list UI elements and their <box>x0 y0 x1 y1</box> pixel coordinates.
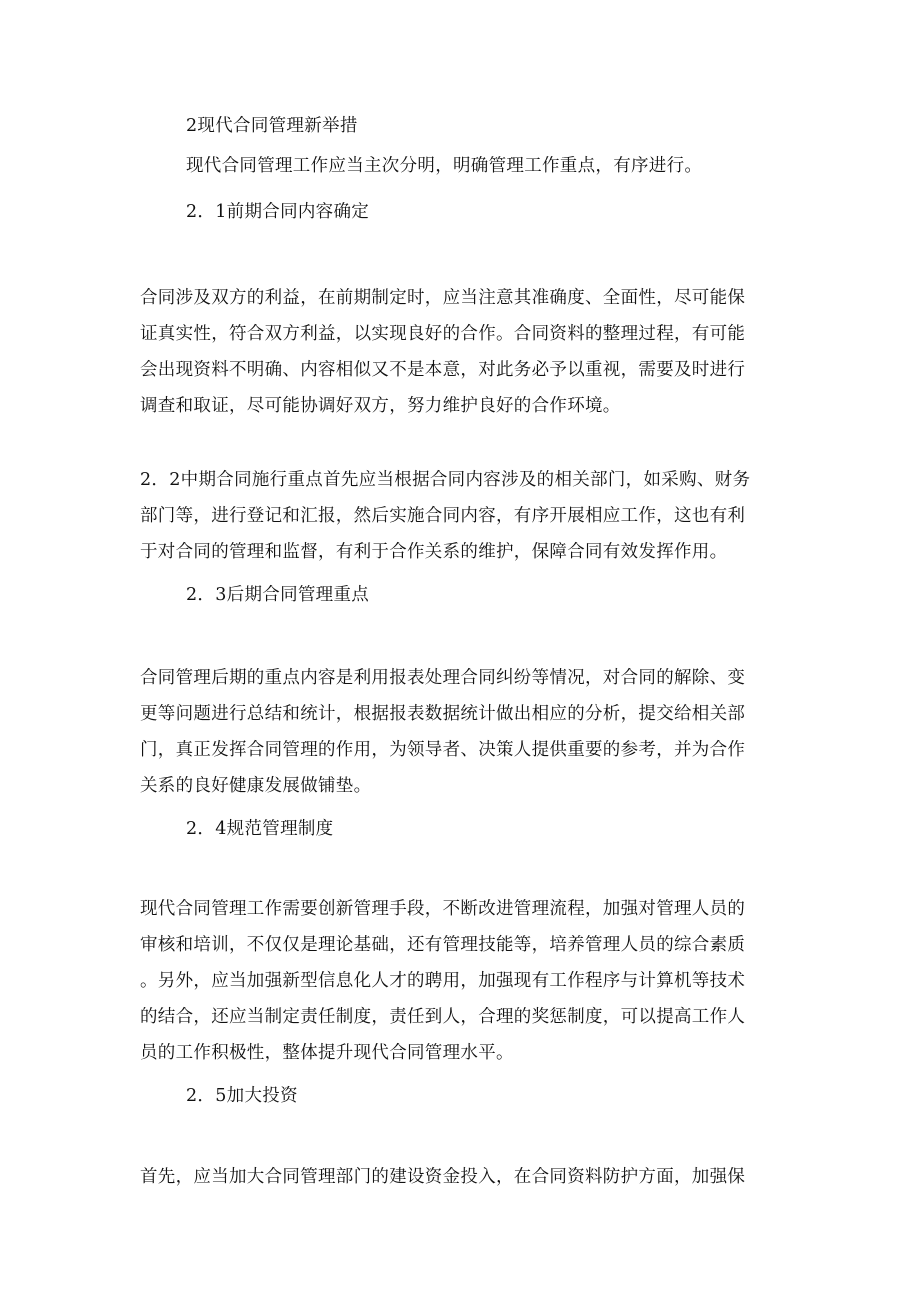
paragraph-line: 调查和取证，尽可能协调好双方，努力维护良好的合作环境。 <box>140 396 621 416</box>
heading-2-5: 2．5加大投资 <box>186 1086 298 1106</box>
paragraph-line: 员的工作积极性，整体提升现代合同管理水平。 <box>140 1043 514 1063</box>
paragraph-line: 部门等，进行登记和汇报，然后实施合同内容，有序开展相应工作，这也有利 <box>140 506 746 526</box>
paragraph-line: 。另外，应当加强新型信息化人才的聘用，加强现有工作程序与计算机等技术 <box>140 971 746 991</box>
paragraph-line: 合同涉及双方的利益，在前期制定时，应当注意其准确度、全面性，尽可能保 <box>140 288 746 308</box>
paragraph-line: 更等问题进行总结和统计，根据报表数据统计做出相应的分析，提交给相关部 <box>140 704 746 724</box>
paragraph-line: 审核和培训，不仅仅是理论基础，还有管理技能等，培养管理人员的综合素质 <box>140 935 746 955</box>
heading-2-1: 2．1前期合同内容确定 <box>186 202 370 222</box>
paragraph-line: 关系的良好健康发展做铺垫。 <box>140 776 372 796</box>
heading-2-3: 2．3后期合同管理重点 <box>186 585 370 605</box>
intro-paragraph: 现代合同管理工作应当主次分明，明确管理工作重点，有序进行。 <box>186 156 703 176</box>
paragraph-line: 2．2中期合同施行重点首先应当根据合同内容涉及的相关部门，如采购、财务 <box>140 470 751 490</box>
paragraph-line: 现代合同管理工作需要创新管理手段，不断改进管理流程，加强对管理人员的 <box>140 899 746 919</box>
paragraph-line: 合同管理后期的重点内容是利用报表处理合同纠纷等情况，对合同的解除、变 <box>140 668 746 688</box>
paragraph-line: 于对合同的管理和监督，有利于合作关系的维护，保障合同有效发挥作用。 <box>140 542 728 562</box>
paragraph-line: 首先，应当加大合同管理部门的建设资金投入，在合同资料防护方面，加强保 <box>140 1167 746 1187</box>
paragraph-line: 证真实性，符合双方利益，以实现良好的合作。合同资料的整理过程，有可能 <box>140 324 746 344</box>
section-title: 2现代合同管理新举措 <box>186 116 358 136</box>
paragraph-line: 的结合，还应当制定责任制度，责任到人，合理的奖惩制度，可以提高工作人 <box>140 1007 746 1027</box>
heading-2-4: 2．4规范管理制度 <box>186 819 334 839</box>
paragraph-line: 会出现资料不明确、内容相似又不是本意，对此务必予以重视，需要及时进行 <box>140 360 746 380</box>
paragraph-line: 门，真正发挥合同管理的作用，为领导者、决策人提供重要的参考，并为合作 <box>140 740 746 760</box>
